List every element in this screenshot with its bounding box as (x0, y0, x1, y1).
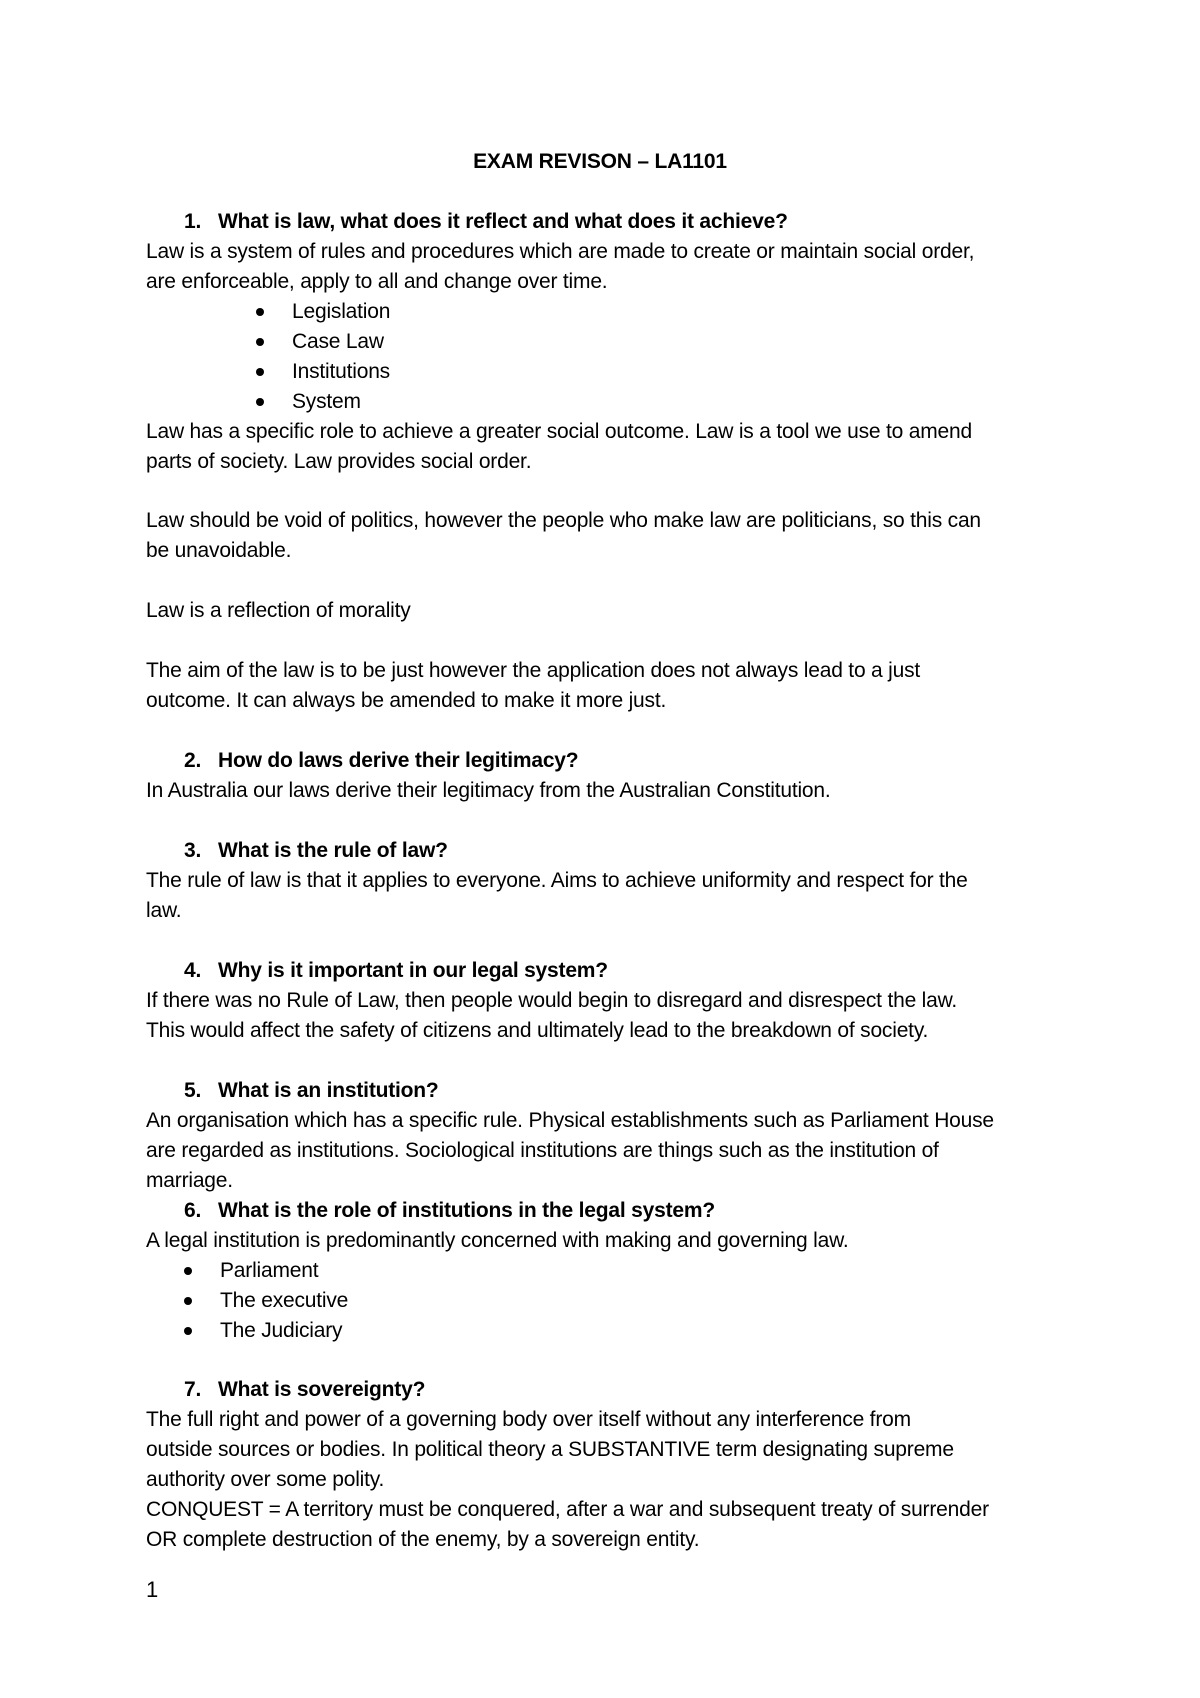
answer-line: OR complete destruction of the enemy, by a sovereign entity. (146, 1528, 700, 1551)
bullet-icon (256, 338, 264, 346)
page-title: EXAM REVISON – LA1101 (473, 150, 727, 173)
question-number: 3. (184, 839, 202, 862)
answer-line: Law has a specific role to achieve a greater social outcome. Law is a tool we use to amend (146, 420, 972, 443)
answer-line: The aim of the law is to be just however the application does not always lead to a just (146, 659, 921, 682)
answer-line: Law is a system of rules and procedures which are made to create or maintain social order, (146, 240, 975, 263)
answer-line: In Australia our laws derive their legitimacy from the Australian Constitution. (146, 779, 831, 802)
question-text: What is the rule of law? (218, 839, 448, 862)
question-3 (184, 836, 448, 866)
question-6 (184, 1196, 715, 1226)
list-item: Institutions (256, 357, 390, 387)
question-text: What is sovereignty? (218, 1378, 426, 1401)
answer-line: Law is a reflection of morality (146, 599, 411, 622)
answer-line: Law should be void of politics, however the people who make law are politicians, so this can (146, 509, 981, 532)
list-item: Legislation (256, 297, 390, 327)
question-number: 1. (184, 210, 202, 233)
answer-line: marriage. (146, 1169, 233, 1192)
question-text: Why is it important in our legal system? (218, 959, 608, 982)
list-item: The Judiciary (184, 1316, 342, 1346)
question-7 (184, 1375, 425, 1405)
bullet-icon (256, 308, 264, 316)
question-5 (184, 1076, 439, 1106)
answer-line: are enforceable, apply to all and change over time. (146, 270, 608, 293)
answer-line: If there was no Rule of Law, then people would begin to disregard and disrespect the law. (146, 989, 958, 1012)
answer-line: The rule of law is that it applies to everyone. Aims to achieve uniformity and respect for the (146, 869, 968, 892)
question-number: 4. (184, 959, 202, 982)
question-text: How do laws derive their legitimacy? (218, 749, 579, 772)
bullet-icon (184, 1297, 192, 1305)
question-1 (184, 207, 788, 237)
answer-line: The full right and power of a governing body over itself without any interference from (146, 1408, 911, 1431)
bullet-icon (184, 1267, 192, 1275)
answer-line: A legal institution is predominantly concerned with making and governing law. (146, 1229, 849, 1252)
answer-line: This would affect the safety of citizens and ultimately lead to the breakdown of society. (146, 1019, 929, 1042)
question-2 (184, 746, 578, 776)
bullet-icon (256, 368, 264, 376)
answer-line: CONQUEST = A territory must be conquered, after a war and subsequent treaty of surrender (146, 1498, 989, 1521)
answer-line: An organisation which has a specific rule. Physical establishments such as Parliament House (146, 1109, 994, 1132)
answer-line: authority over some polity. (146, 1468, 385, 1491)
bullet-icon (184, 1327, 192, 1335)
question-text: What is law, what does it reflect and what does it achieve? (218, 210, 788, 233)
question-number: 5. (184, 1079, 202, 1102)
question-text: What is an institution? (218, 1079, 439, 1102)
question-text: What is the role of institutions in the legal system? (218, 1199, 715, 1222)
page-number: 1 (146, 1577, 159, 1602)
question-number: 6. (184, 1199, 202, 1222)
list-item: Case Law (256, 327, 384, 357)
question-4 (184, 956, 608, 986)
answer-line: outside sources or bodies. In political theory a SUBSTANTIVE term designating supreme (146, 1438, 954, 1461)
question-number: 7. (184, 1378, 202, 1401)
answer-line: outcome. It can always be amended to make it more just. (146, 689, 667, 712)
list-item: Parliament (184, 1256, 318, 1286)
list-item: System (256, 387, 361, 417)
answer-line: law. (146, 899, 182, 922)
bullet-icon (256, 398, 264, 406)
answer-line: be unavoidable. (146, 539, 292, 562)
list-item: The executive (184, 1286, 348, 1316)
answer-line: parts of society. Law provides social order. (146, 450, 532, 473)
answer-line: are regarded as institutions. Sociological institutions are things such as the institution of (146, 1139, 939, 1162)
question-number: 2. (184, 749, 202, 772)
